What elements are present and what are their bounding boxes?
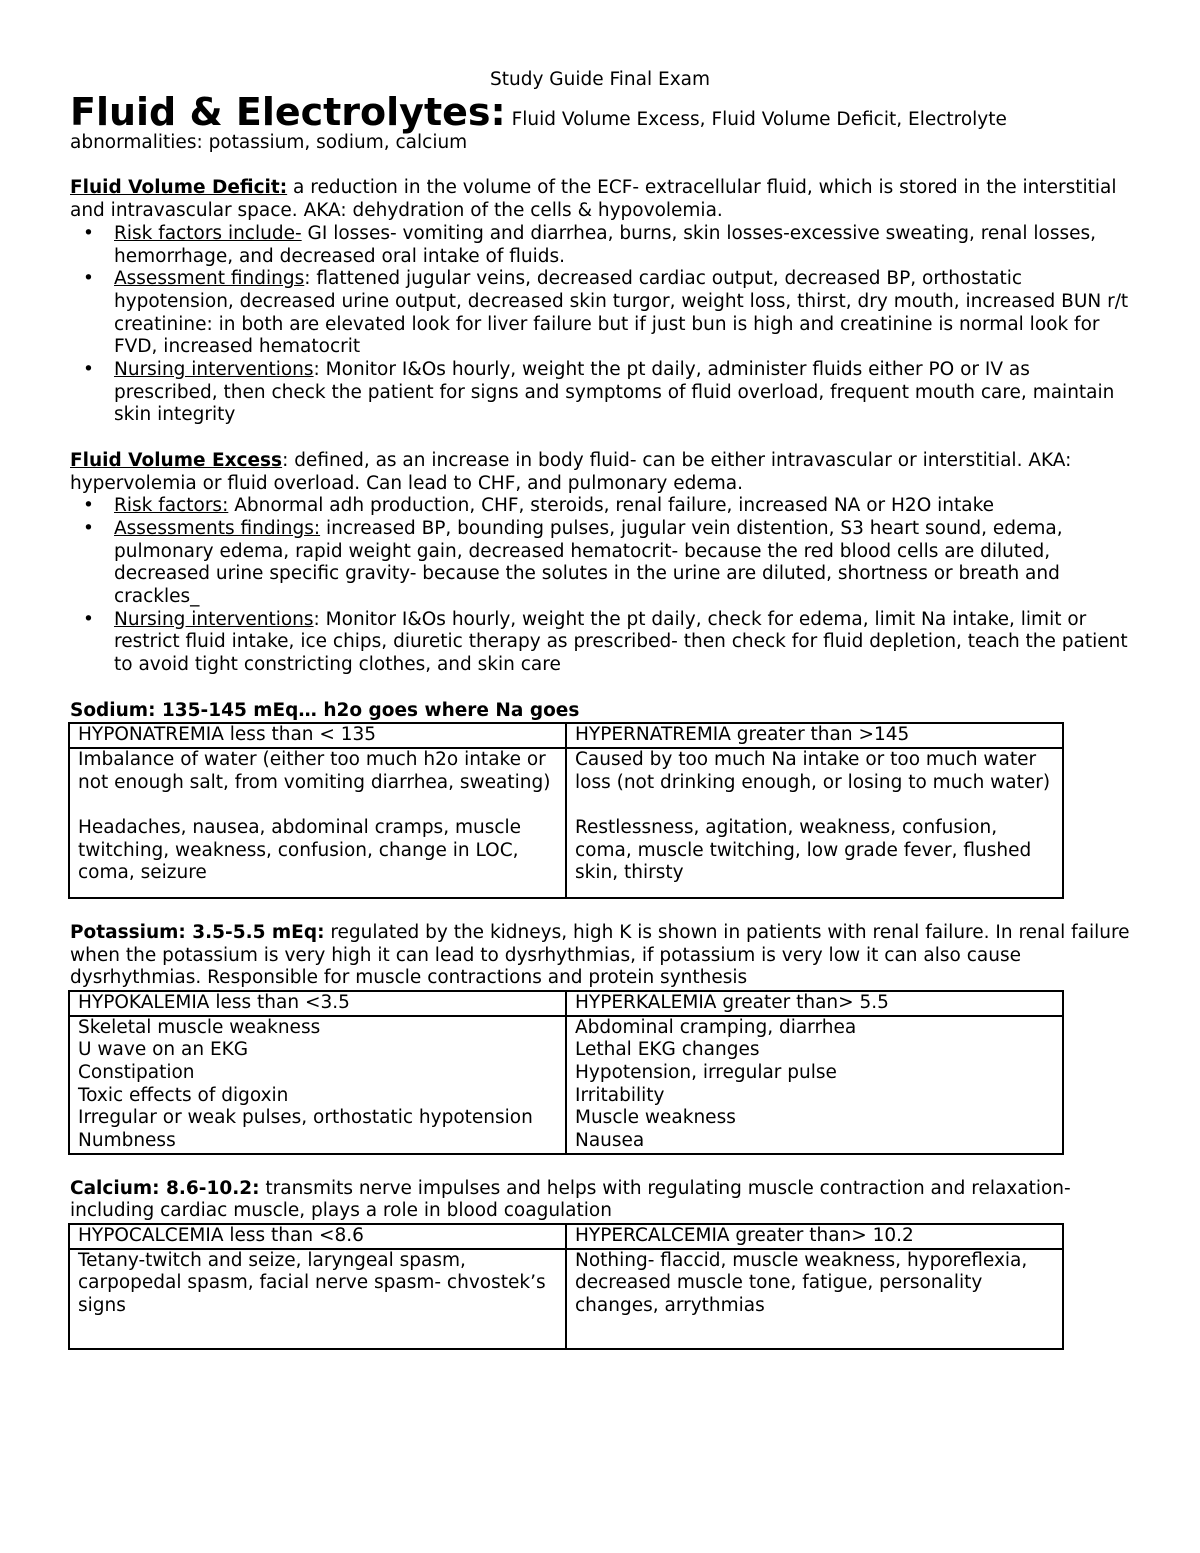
- sodium-left-cause: Imbalance of water (either too much h2o intake or not enough salt, from vomiting diarrhea, sweating): [78, 748, 551, 793]
- main-heading-subtitle-continued: abnormalities: potassium, sodium, calcium: [70, 132, 468, 153]
- potassium-left-header: HYPOKALEMIA less than <3.5: [69, 991, 566, 1016]
- fve-definition: [70, 450, 1130, 495]
- bullet-text: : flattened jugular veins, decreased cardiac output, decreased BP, orthostatic hypotension, decreased urine output, decreased skin turgor, weight loss, thirst, dry mouth, increased BUN r/t creatinine: in both are elevated look for liver failure but if just bun is high and creatinine is normal look for FVD, increased hematocrit: [114, 268, 1129, 358]
- potassium-title: Potassium: 3.5-5.5 mEq:: [70, 921, 325, 943]
- list-item: [70, 268, 1130, 359]
- list-item: [70, 609, 1130, 677]
- list-item: Irritability: [575, 1084, 665, 1106]
- bullet-label: Assessment findings: [114, 268, 305, 290]
- main-heading: [70, 92, 1130, 155]
- potassium-right-header: HYPERKALEMIA greater than> 5.5: [566, 991, 1063, 1016]
- bullet-label: Nursing interventions: [114, 608, 314, 630]
- bullet-icon: •: [83, 495, 94, 517]
- bullet-text: : Monitor I&Os hourly, weight the pt daily, check for edema, limit Na intake, limit or restrict fluid intake, ice chips, diuretic therapy as prescribed- then check for fluid depletion, teach the patient to avoid tight constricting clothes, and skin care: [114, 608, 1128, 676]
- calcium-intro: [70, 1178, 1130, 1223]
- bullet-text: : Monitor I&Os hourly, weight the pt daily, administer fluids either PO or IV as prescribed, then check the patient for signs and symptoms of fluid overload, frequent mouth care, maintain skin integrity: [114, 359, 1115, 426]
- bullet-icon: •: [83, 268, 94, 290]
- calcium-right-header: HYPERCALCEMIA greater than> 10.2: [566, 1224, 1063, 1249]
- fvd-term: Fluid Volume Deficit:: [70, 177, 288, 199]
- list-item: Skeletal muscle weakness: [78, 1016, 321, 1038]
- list-item: Toxic effects of digoxin: [78, 1084, 289, 1106]
- list-item: Irregular or weak pulses, orthostatic hypotension: [78, 1107, 533, 1129]
- list-item: Numbness: [78, 1130, 176, 1152]
- bullet-label: Risk factors include-: [114, 222, 302, 244]
- main-heading-subtitle: Fluid Volume Excess, Fluid Volume Deficit, Electrolyte: [505, 109, 1007, 130]
- potassium-description: regulated by the kidneys, high K is shown in patients with renal failure. In renal failure when the potassium is very high it can lead to dysrhythmias, if potassium is very low it can also cause dysrhythmias. Responsible for muscle contractions and protein synthesis: [70, 921, 1130, 989]
- list-item: Hypotension, irregular pulse: [575, 1062, 837, 1084]
- fvd-definition: [70, 177, 1130, 222]
- calcium-table: [68, 1223, 1064, 1350]
- calcium-right-text: Nothing- flaccid, muscle weakness, hyporeflexia, decreased muscle tone, fatigue, personality changes, arrythmias: [575, 1249, 1028, 1317]
- potassium-left-cell: [69, 1016, 566, 1154]
- sodium-table: [68, 722, 1064, 899]
- sodium-right-cell: [566, 748, 1063, 898]
- sodium-right-signs: Restlessness, agitation, weakness, confusion, coma, muscle twitching, low grade fever, flushed skin, thirsty: [575, 817, 1032, 884]
- bullet-icon: •: [83, 608, 94, 630]
- bullet-text: GI losses- vomiting and diarrhea, burns, skin losses-excessive sweating, renal losses, hemorrhage, and decreased oral intake of fluids.: [114, 222, 1097, 267]
- calcium-description: transmits nerve impulses and helps with regulating muscle contraction and relaxation- including cardiac muscle, plays a role in blood coagulation: [70, 1177, 1071, 1222]
- calcium-title: Calcium: 8.6-10.2:: [70, 1177, 260, 1199]
- fve-definition-text: : defined, as an increase in body fluid- can be either intravascular or interstitial. AKA: hypervolemia or fluid overload. Can lead to CHF, and pulmonary edema.: [70, 449, 1072, 494]
- document-page: [70, 68, 1130, 1350]
- sodium-left-signs: Headaches, nausea, abdominal cramps, muscle twitching, weakness, confusion, change in LOC, coma, seizure: [78, 817, 522, 884]
- potassium-table: [68, 990, 1064, 1155]
- fve-term: Fluid Volume Excess: [70, 449, 283, 471]
- potassium-intro: [70, 922, 1130, 990]
- list-item: Constipation: [78, 1062, 195, 1084]
- calcium-left-text: Tetany-twitch and seize, laryngeal spasm, carpopedal spasm, facial nerve spasm- chvostek’s signs: [78, 1249, 546, 1317]
- bullet-icon: •: [83, 222, 94, 244]
- sodium-right-cause: Caused by too much Na intake or too much water loss (not drinking enough, or losing to much water): [575, 748, 1051, 793]
- list-item: Muscle weakness: [575, 1107, 736, 1129]
- bullet-label: Assessments findings:: [114, 517, 321, 539]
- bullet-icon: •: [83, 517, 94, 539]
- sodium-title: Sodium: 135-145 mEq… h2o goes where Na goes: [70, 699, 580, 721]
- sodium-left-header: HYPONATREMIA less than < 135: [69, 723, 566, 748]
- list-item: [70, 359, 1130, 427]
- list-item: Lethal EKG changes: [575, 1039, 760, 1061]
- list-item: Abdominal cramping, diarrhea: [575, 1016, 857, 1038]
- main-heading-title: Fluid & Electrolytes:: [70, 90, 506, 134]
- bullet-label: Nursing interventions: [114, 359, 314, 381]
- list-item: U wave on an EKG: [78, 1039, 249, 1061]
- fvd-definition-text: a reduction in the volume of the ECF- extracellular fluid, which is stored in the interstitial and intravascular space. AKA: dehydration of the cells & hypovolemia.: [70, 177, 1117, 222]
- fvd-bullet-list: [70, 223, 1130, 427]
- sodium-right-header: HYPERNATREMIA greater than >145: [566, 723, 1063, 748]
- list-item: [70, 495, 1130, 518]
- bullet-icon: •: [83, 359, 94, 381]
- potassium-right-cell: [566, 1016, 1063, 1154]
- fve-bullet-list: [70, 495, 1130, 677]
- list-item: [70, 223, 1130, 268]
- bullet-text: Abnormal adh production, CHF, steroids, renal failure, increased NA or H2O intake: [228, 495, 995, 517]
- list-item: Nausea: [575, 1130, 645, 1152]
- bullet-text: increased BP, bounding pulses, jugular vein distention, S3 heart sound, edema, pulmonary edema, rapid weight gain, decreased hematocrit- because the red blood cells are diluted, decreased urine specific gravity- because the solutes in the urine are diluted, shortness or breath and crackles_: [114, 517, 1063, 608]
- calcium-left-header: HYPOCALCEMIA less than <8.6: [69, 1224, 566, 1249]
- calcium-right-cell: [566, 1249, 1063, 1349]
- bullet-label: Risk factors:: [114, 495, 229, 517]
- list-item: [70, 518, 1130, 609]
- document-title: Study Guide Final Exam: [489, 69, 710, 90]
- calcium-left-cell: [69, 1249, 566, 1349]
- sodium-left-cell: [69, 748, 566, 898]
